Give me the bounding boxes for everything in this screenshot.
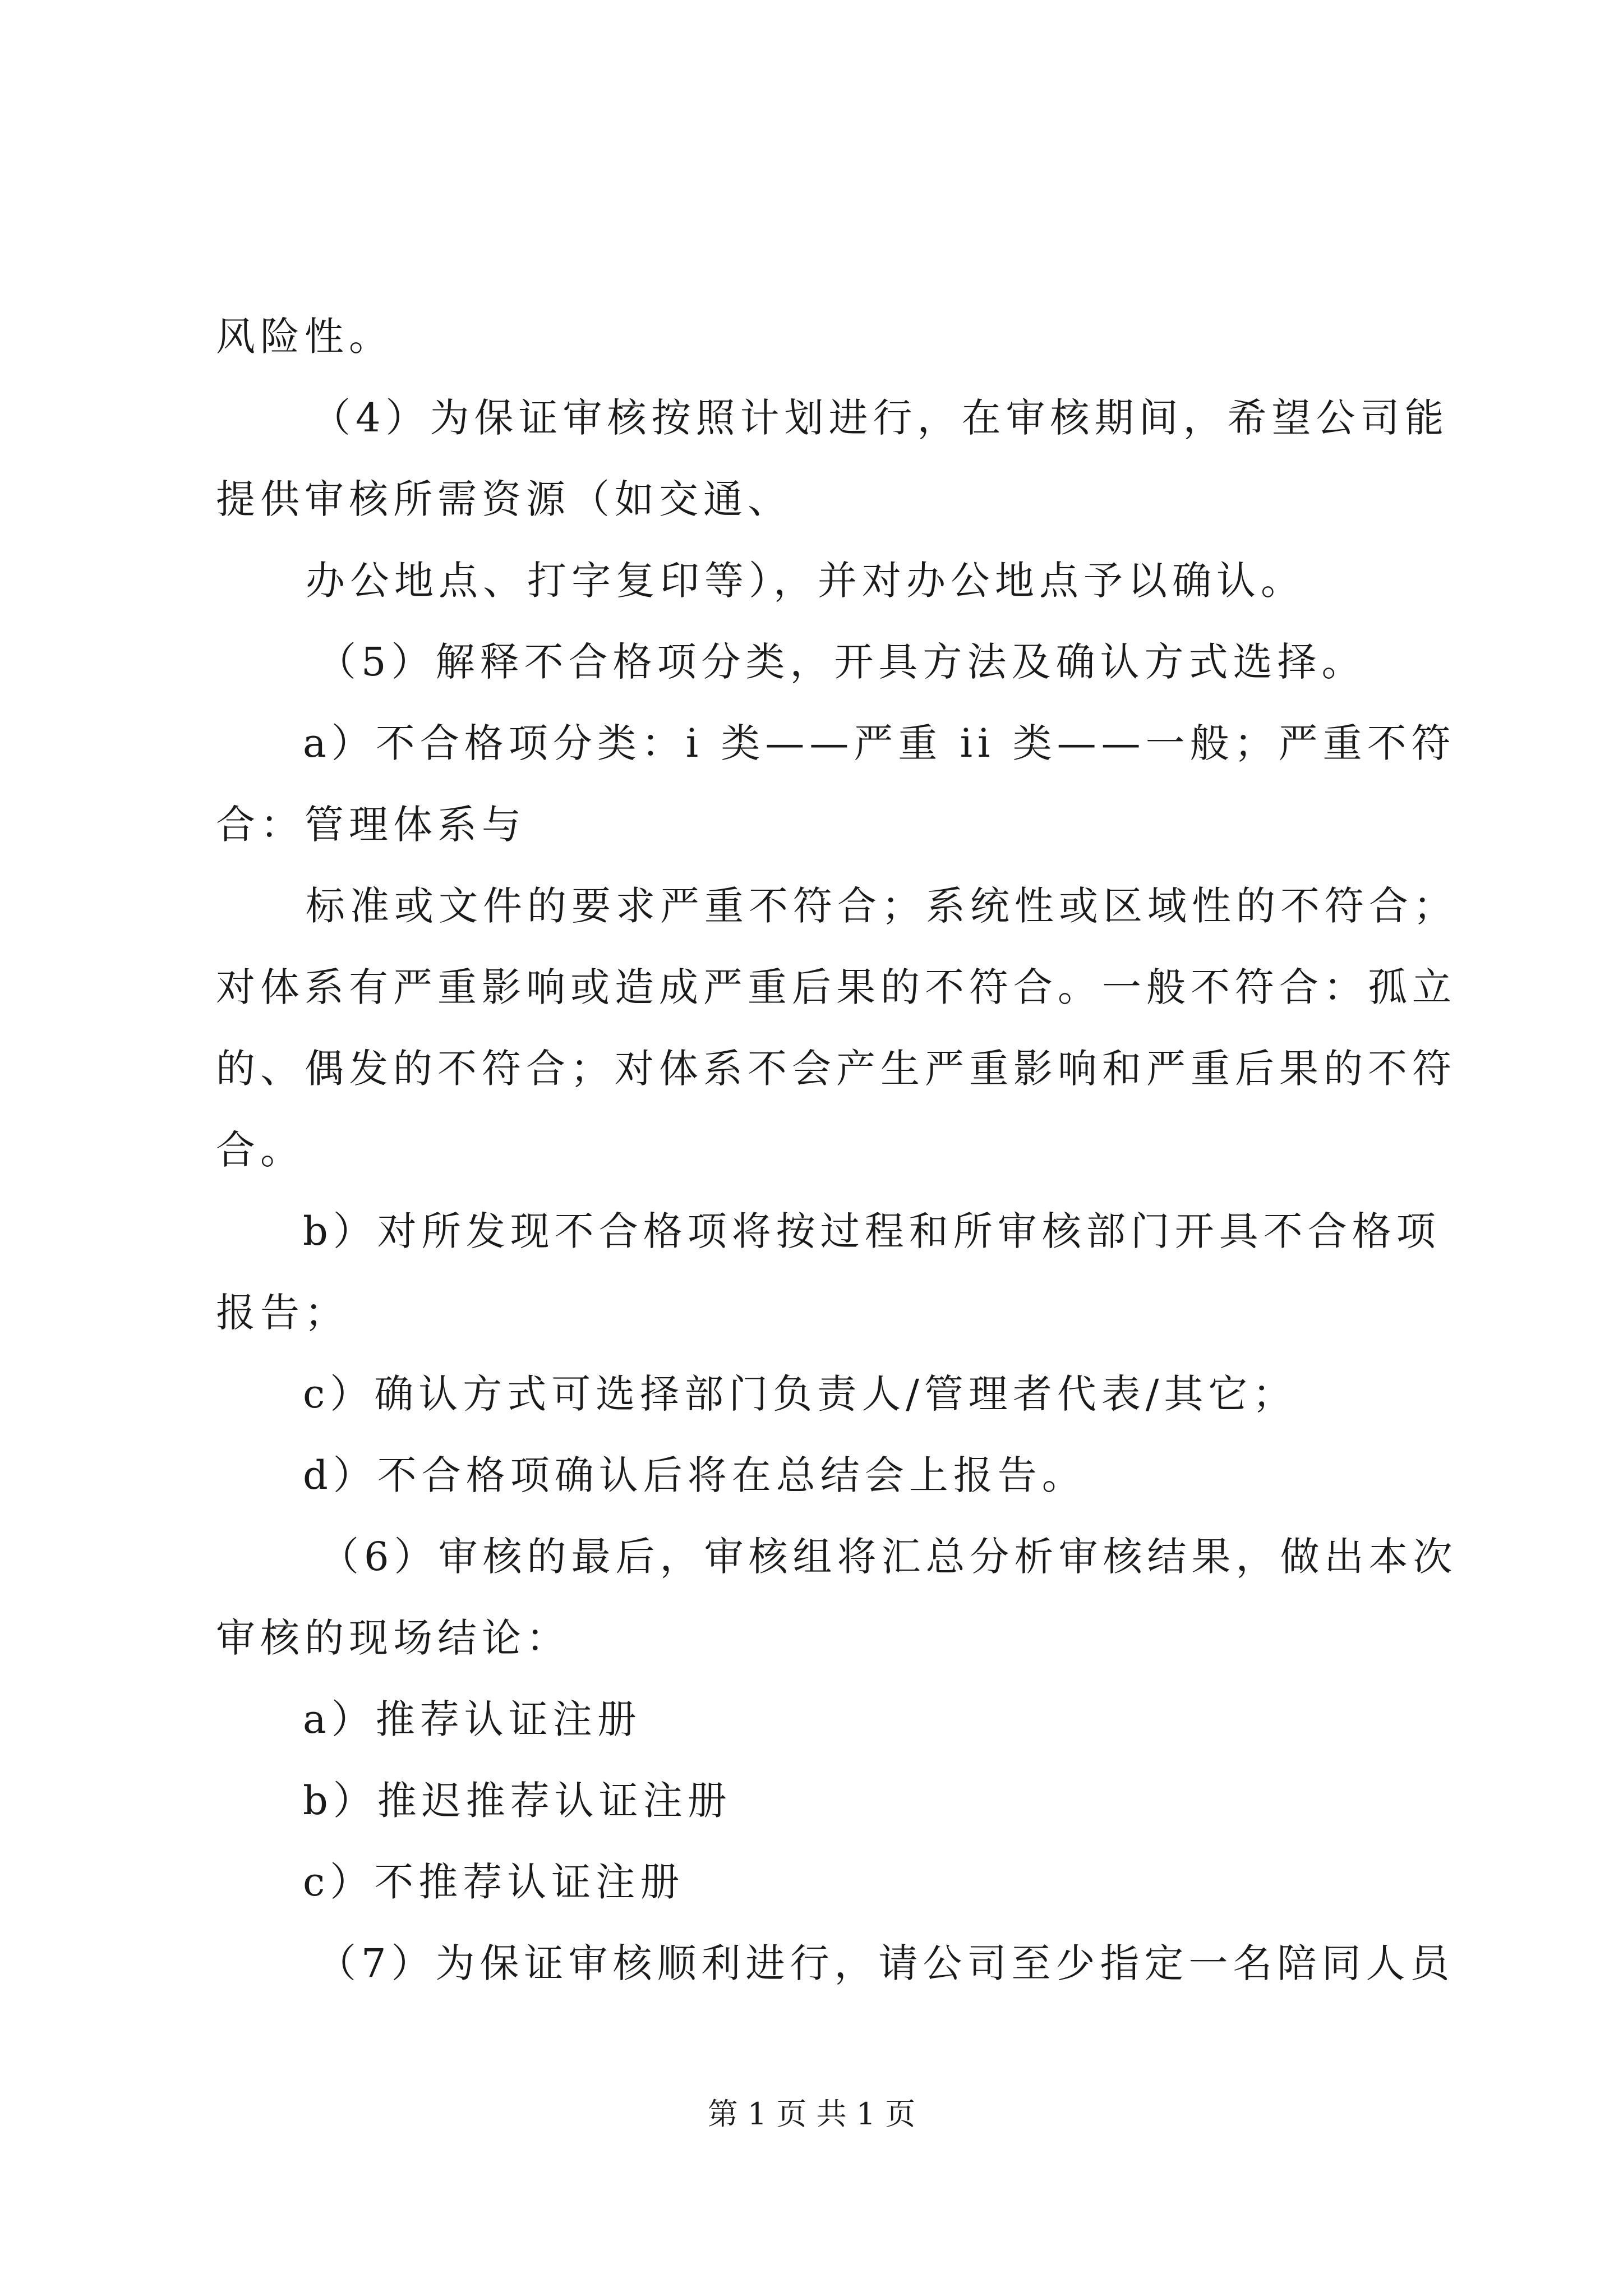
text-line: c）不推荐认证注册: [303, 1859, 685, 1905]
text-line: a）推荐认证注册: [303, 1696, 642, 1742]
text-line: 合。: [216, 1127, 305, 1173]
text-line: 报告；: [216, 1290, 349, 1336]
text-line: a）不合格项分类：i 类——严重 ii 类——一般；严重不符: [303, 720, 1456, 766]
text-line: b）对所发现不合格项将按过程和所审核部门开具不合格项: [303, 1208, 1441, 1254]
text-line: 审核的现场结论：: [216, 1615, 570, 1661]
text-line: 合：管理体系与: [216, 802, 526, 848]
text-line: 办公地点、打字复印等），并对办公地点予以确认。: [306, 558, 1305, 604]
text-line: （7）为保证审核顺利进行，请公司至少指定一名陪同人员: [317, 1940, 1455, 1986]
text-line: d）不合格项确认后将在总结会上报告。: [303, 1452, 1086, 1498]
text-line: b）推迟推荐认证注册: [303, 1778, 732, 1824]
text-line: （6）审核的最后，审核组将汇总分析审核结果，做出本次: [320, 1534, 1458, 1580]
text-line: 对体系有严重影响或造成严重后果的不符合。一般不符合：孤立: [216, 964, 1456, 1010]
text-line: c）确认方式可选择部门负责人/管理者代表/其它；: [303, 1371, 1297, 1417]
text-line: （5）解释不合格项分类，开具方法及确认方式选择。: [317, 639, 1366, 685]
text-line: （4）为保证审核按照计划进行，在审核期间，希望公司能: [311, 395, 1449, 441]
text-line: 提供审核所需资源（如交通、: [216, 476, 792, 522]
text-line: 的、偶发的不符合；对体系不会产生严重影响和严重后果的不符: [216, 1046, 1456, 1092]
page-number: 第 1 页 共 1 页: [707, 2096, 916, 2132]
text-line: 风险性。: [216, 314, 393, 360]
text-line: 标准或文件的要求严重不符合；系统性或区域性的不符合；: [306, 883, 1458, 929]
